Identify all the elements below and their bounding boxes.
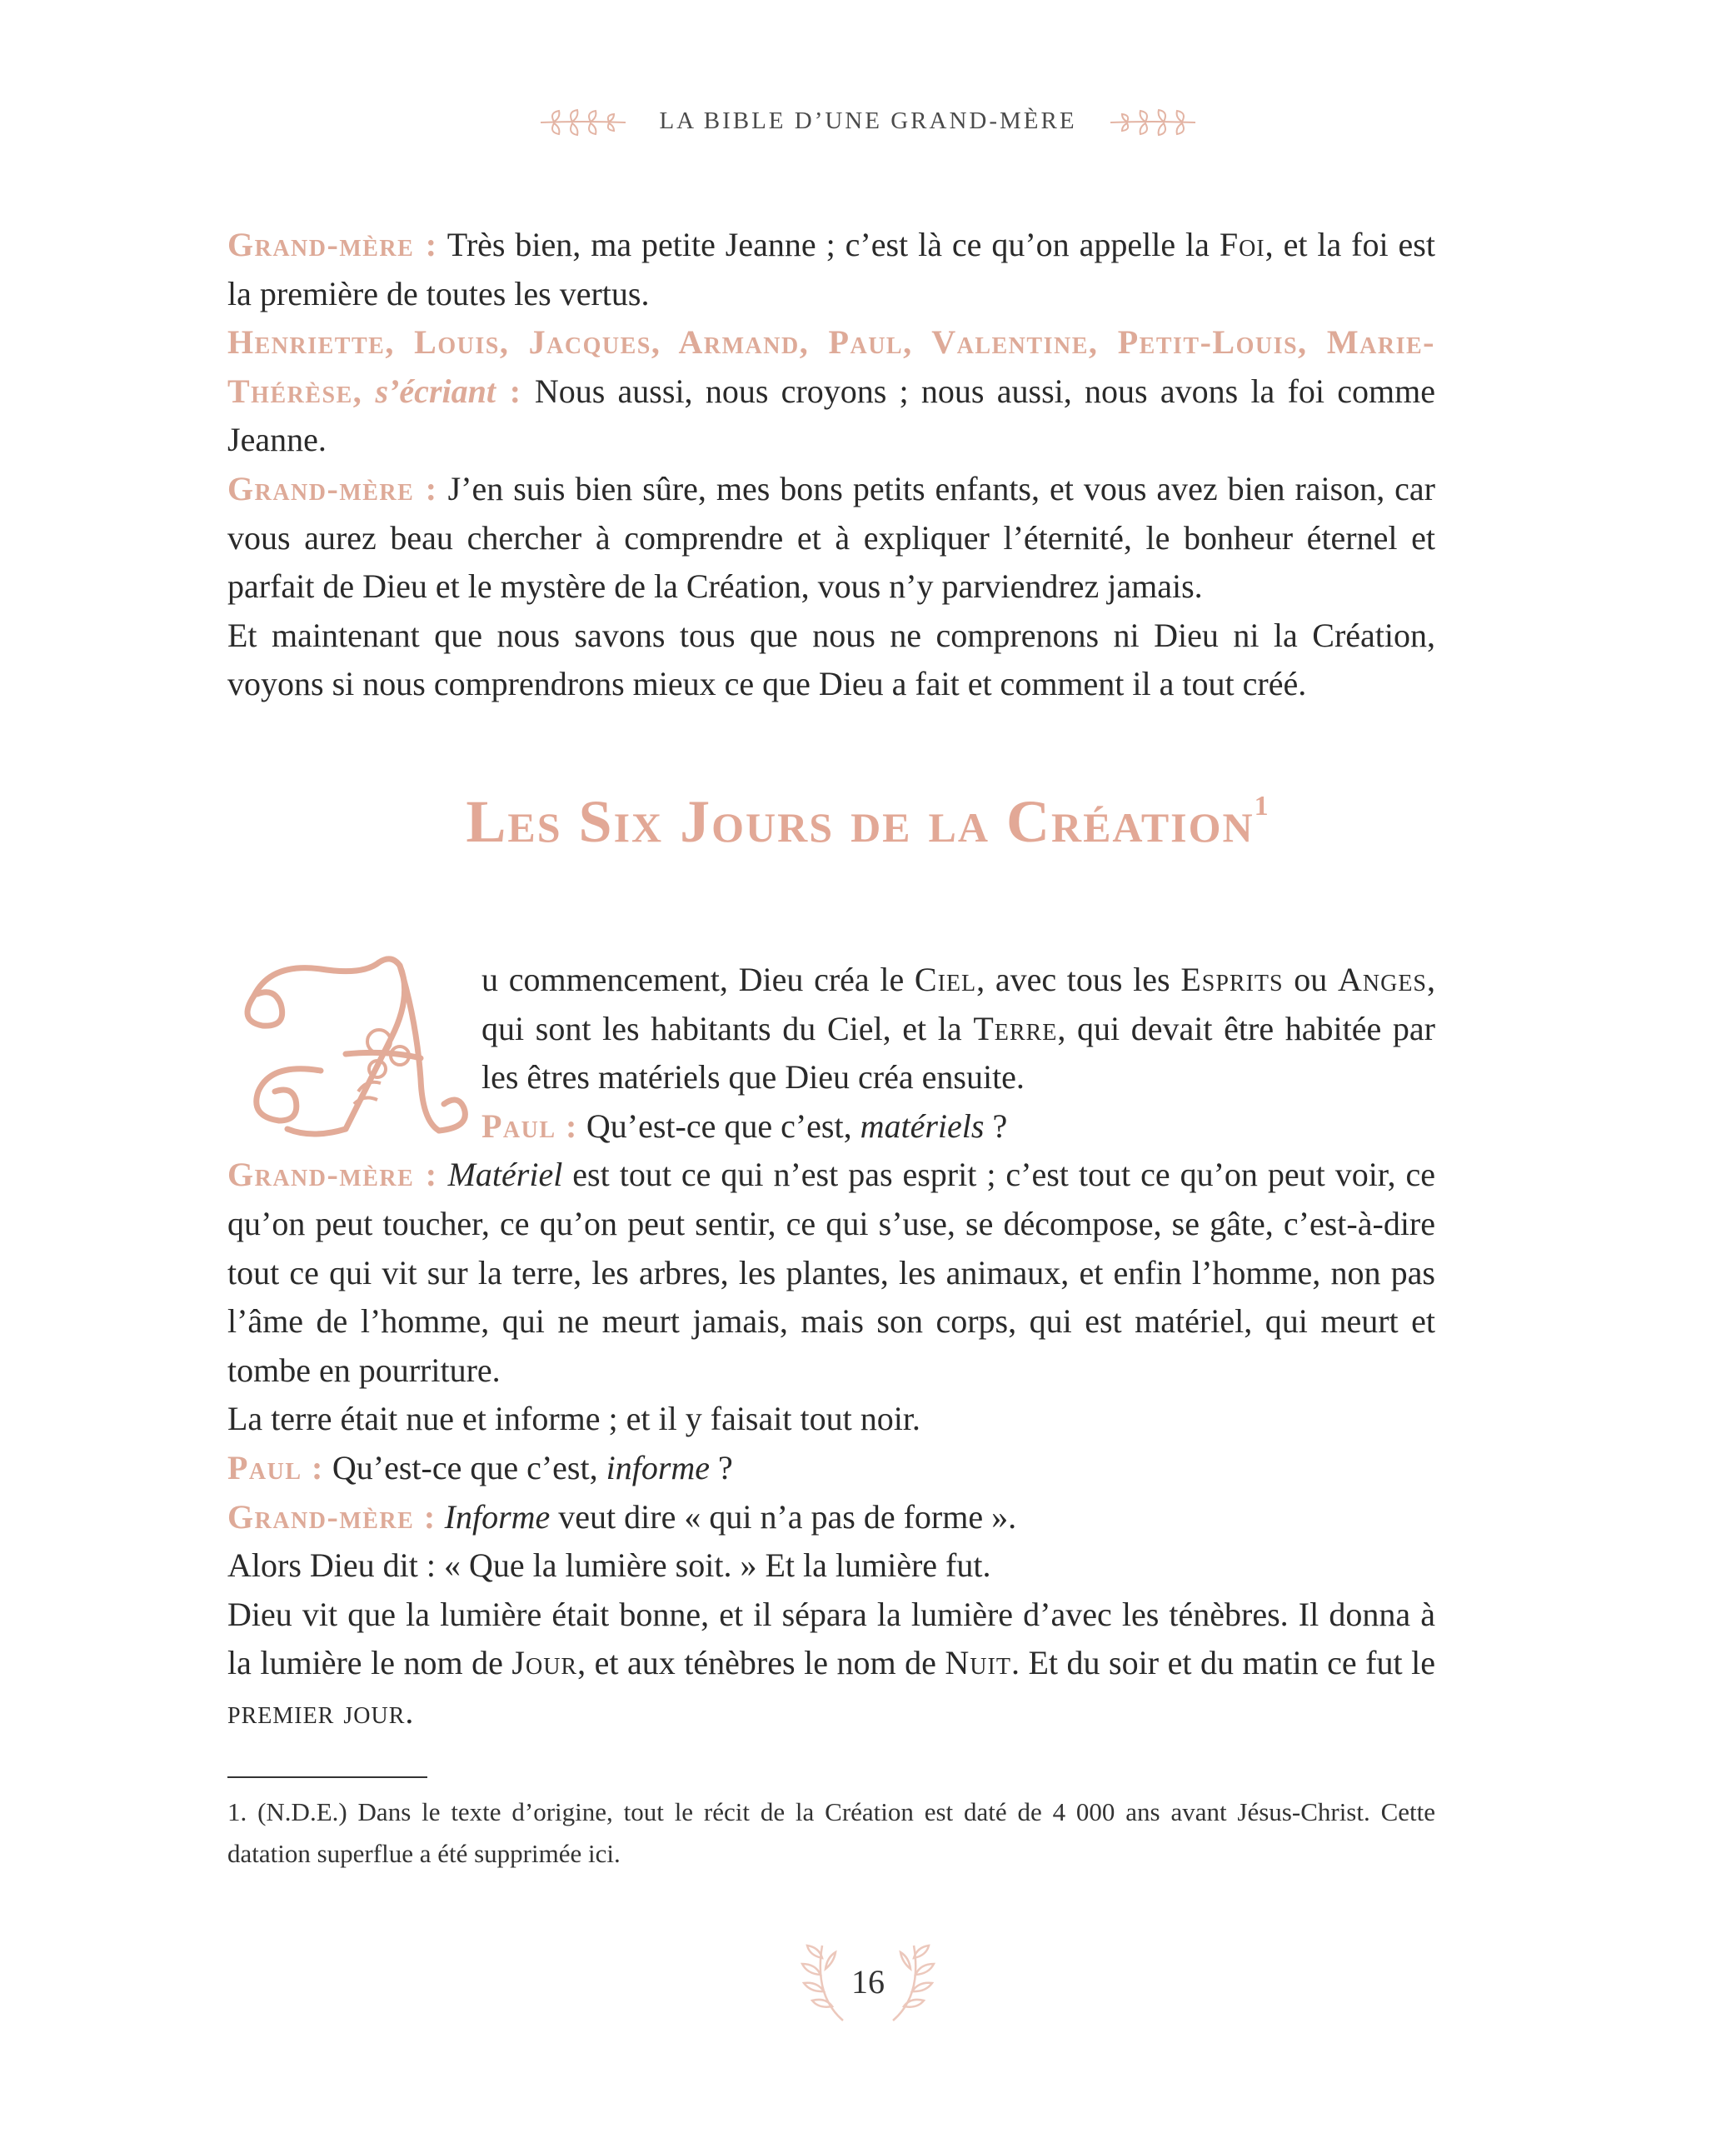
speaker-label: Grand-mère : [227, 1497, 436, 1536]
folio [764, 1937, 972, 2029]
paragraph: Grand-mère : Matériel est tout ce qui n’est pas esprit ; c’est tout ce qu’on peut voir, ce qu’on peut toucher, ce qu’on peut sentir, ce qui s’use, se décompose, se gâte, c’est-à-dire tout ce qui vit sur la terre, les arbres, les plantes, les animaux, et enfin l’homme, non pas l’âme de l’homme, qui ne meurt jamais, mais son corps, qui est matériel, qui meurt et tombe en pourriture. [227, 1156, 1436, 1389]
speaker-label: Paul : [481, 1106, 578, 1145]
speaker-label: Henriette, Louis, Jacques, Armand, Paul, Valentine, Petit-Louis, Marie-Thérèse, [227, 323, 1435, 410]
paragraph: Paul : Qu’est-ce que c’est, informe ? [227, 1448, 733, 1486]
paragraph: Grand-mère : Très bien, ma petite Jeanne ; c’est là ce qu’on appelle la Foi, et la foi est la première de toutes les vertus. [227, 226, 1435, 312]
stage-direction: s’écriant [362, 372, 496, 410]
text-block-bottom [227, 956, 1435, 1737]
leaf-sprig-icon [1107, 104, 1199, 137]
paragraph: Paul : Qu’est-ce que c’est, matériels ? [481, 1106, 1008, 1145]
running-head [0, 100, 1736, 142]
paragraph: Alors Dieu dit : « Que la lumière soit. » Et la lumière fut. [227, 1546, 991, 1585]
paragraph: Grand-mère : J’en suis bien sûre, mes bons petits enfants, et vous avez bien raison, car vous aurez beau chercher à comprendre et à expliquer l’éternité, le bonheur éternel et parfait de Dieu et le mystère de la Création, vous n’y parviendrez jamais. [227, 469, 1435, 606]
paragraph: Grand-mère : Informe veut dire « qui n’a pas de forme ». [227, 1497, 1017, 1536]
running-title: LA BIBLE D’UNE GRAND-MÈRE [659, 107, 1077, 134]
speaker-label: Paul : [227, 1448, 324, 1486]
footnote-ref: 1 [1254, 791, 1270, 822]
paragraph: u commencement, Dieu créa le Ciel, avec tous les Esprits ou Anges, qui sont les habitants du Ciel, et la Terre, qui devait être habitée par les êtres matériels que Dieu créa ensuite. [481, 961, 1435, 1096]
paragraph: Et maintenant que nous savons tous que nous ne comprenons ni Dieu ni la Création, voyons si nous comprendrons mieux ce que Dieu a fait et comment il a tout créé. [227, 616, 1435, 703]
footnote-rule [227, 1776, 427, 1778]
footnote: 1. (N.D.E.) Dans le texte d’origine, tout le récit de la Création est daté de 4 000 ans avant Jésus-Christ. Cette datation superflue a été supprimée ici. [227, 1797, 1435, 1868]
section-title: Les Six Jours de la Création$^1$ [466, 788, 1270, 855]
paragraph: Dieu vit que la lumière était bonne, et il sépara la lumière d’avec les ténèbres. Il donna à la lumière le nom de Jour, et aux ténèbres le nom de Nuit. Et du soir et du matin ce fut le premier jour. [227, 1595, 1435, 1731]
speaker-label: Grand-mère : [227, 226, 438, 263]
speaker-label: Grand-mère : [227, 469, 438, 507]
page-number: 16 [851, 1963, 885, 2001]
paragraph: La terre était nue et informe ; et il y faisait tout noir. [227, 1400, 920, 1438]
text-block-top [227, 221, 1435, 709]
leaf-sprig-icon [537, 104, 629, 137]
paragraph: Henriette, Louis, Jacques, Armand, Paul, Valentine, Petit-Louis, Marie-Thérèse, s’écriant : Nous aussi, nous croyons ; nous aussi, nous avons la foi comme Jeanne. [227, 323, 1436, 459]
speaker-label: Grand-mère : [227, 1156, 438, 1194]
